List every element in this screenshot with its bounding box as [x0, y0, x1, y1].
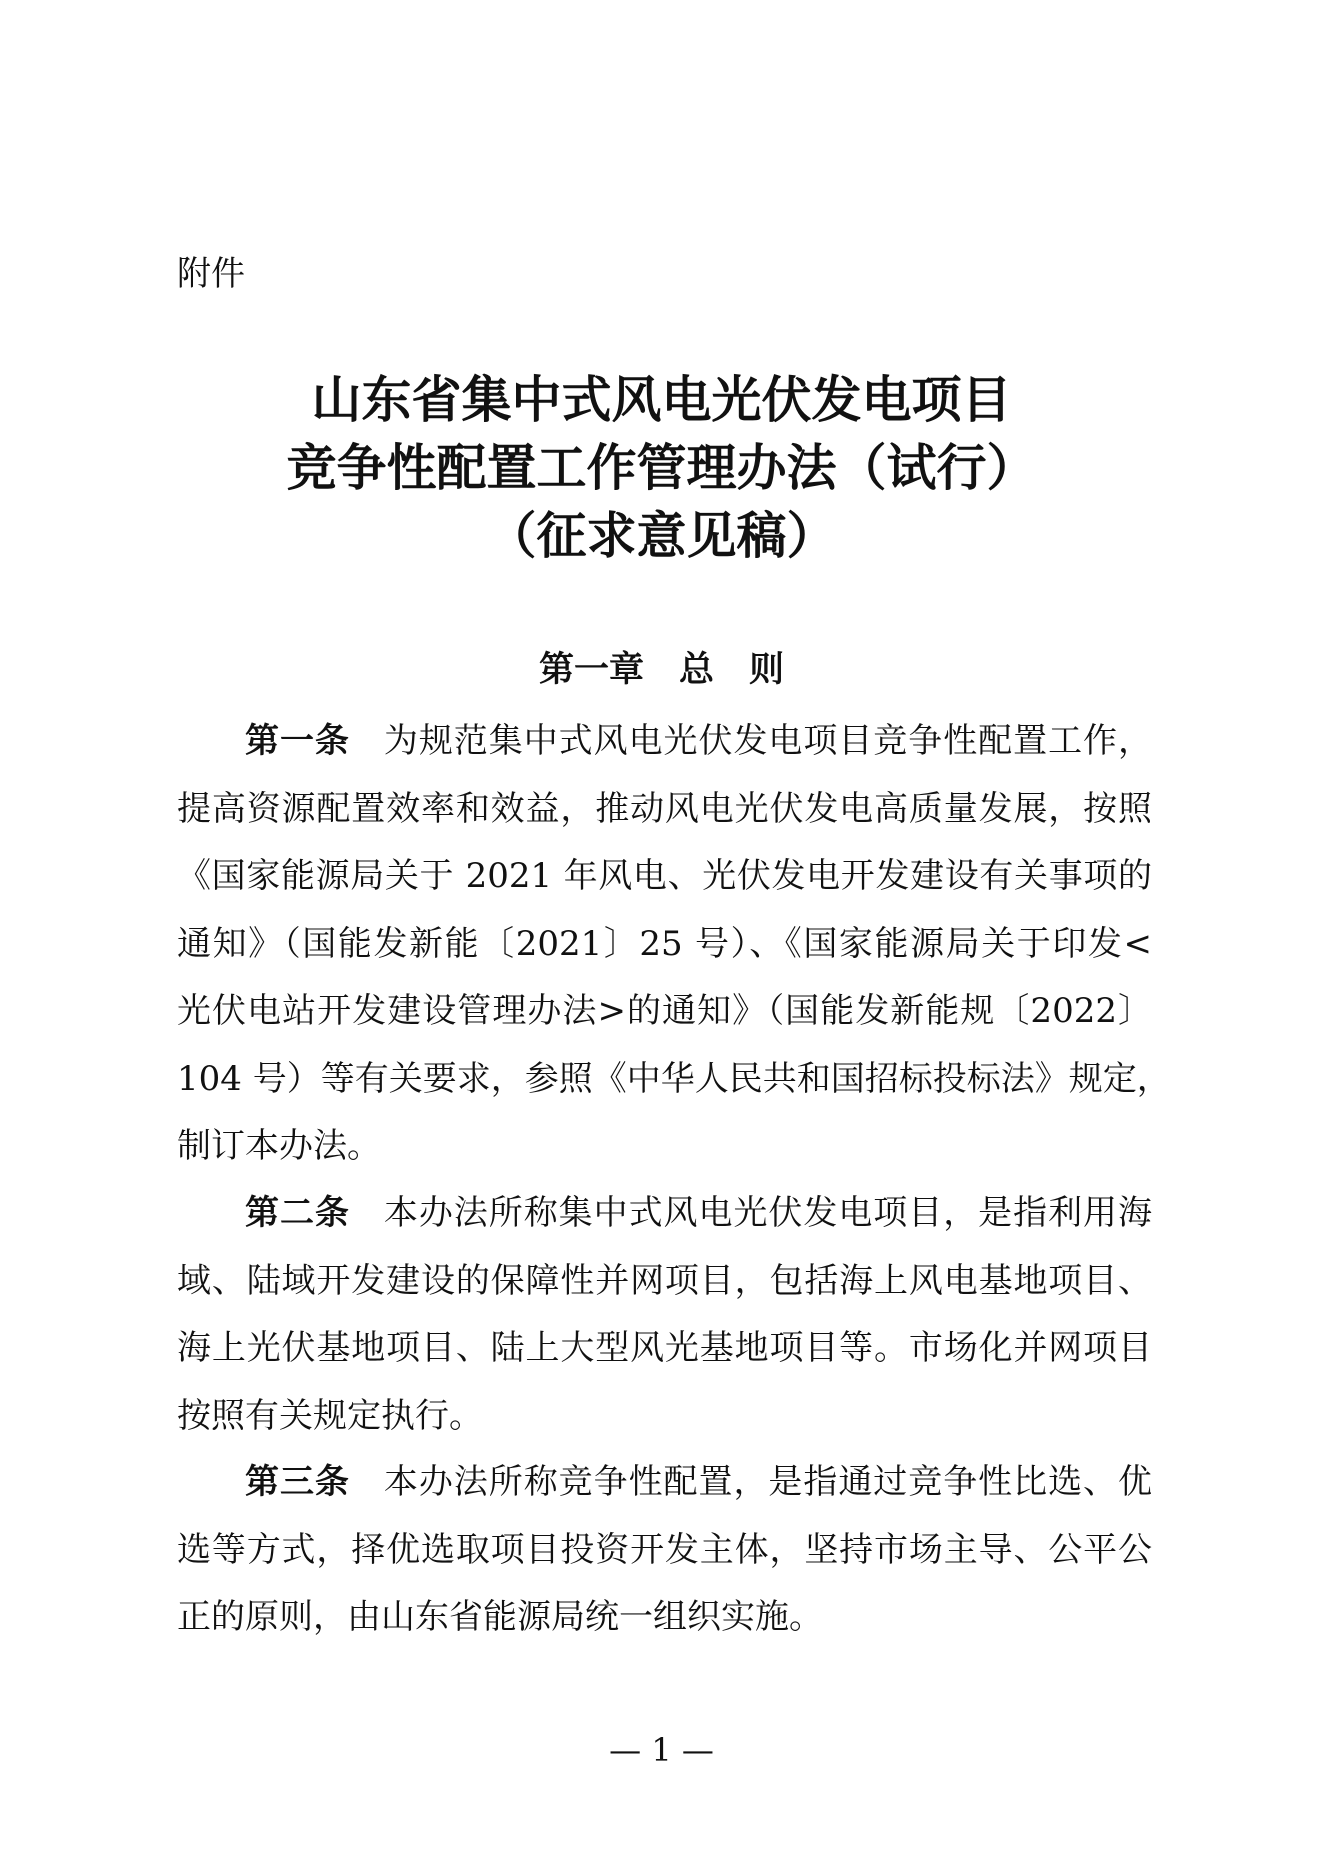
article-text: 本办法所称集中式风电光伏发电项目，是指利用海 [383, 1193, 1152, 1233]
article-line: 域、陆域开发建设的保障性并网项目，包括海上风电基地项目、 [177, 1260, 1152, 1301]
title-line-1: 山东省集中式风电光伏发电项目 [311, 370, 1012, 429]
article-3 [177, 1449, 1152, 1652]
title-line-3: （征求意见稿） [486, 506, 837, 565]
article-line: 《国家能源局关于 2021 年风电、光伏发电开发建设有关事项的 [177, 856, 1152, 896]
article-line: 通知》（国能发新能〔2021〕25 号）、《国家能源局关于印发< [177, 923, 1152, 964]
article-line: 制订本办法。 [177, 1126, 381, 1166]
article-line: 选等方式，择优选取项目投资开发主体，坚持市场主导、公平公 [177, 1529, 1152, 1570]
article-1 [177, 708, 1171, 1181]
article-2 [177, 1180, 1152, 1450]
article-line [177, 708, 1152, 776]
article-line: 正的原则，由山东省能源局统一组织实施。 [177, 1597, 823, 1637]
article-line: 104 号）等有关要求，参照《中华人民共和国招标投标法》规定， [177, 1058, 1171, 1099]
article-heading: 第三条 [245, 1462, 350, 1502]
document-title [120, 366, 1203, 570]
article-line: 光伏电站开发建设管理办法>的通知》（国能发新能规〔2022〕 [177, 991, 1152, 1031]
article-line [177, 1449, 1152, 1517]
article-line: 提高资源配置效率和效益，推动风电光伏发电高质量发展，按照 [177, 788, 1152, 829]
article-text: 本办法所称竞争性配置，是指通过竞争性比选、优 [383, 1462, 1152, 1502]
article-line [177, 1180, 1152, 1248]
article-line: 海上光伏基地项目、陆上大型风光基地项目等。市场化并网项目 [177, 1328, 1152, 1368]
chapter-heading: 第一章 总 则 [538, 650, 784, 690]
title-line-2: 竞争性配置工作管理办法（试行） [286, 438, 1037, 497]
attachment-label: 附件 [177, 254, 245, 294]
page-number: — 1 — [609, 1731, 714, 1769]
article-heading: 第二条 [245, 1193, 350, 1233]
article-text: 为规范集中式风电光伏发电项目竞争性配置工作， [383, 721, 1152, 761]
article-heading: 第一条 [245, 721, 350, 761]
article-line: 按照有关规定执行。 [177, 1395, 483, 1436]
